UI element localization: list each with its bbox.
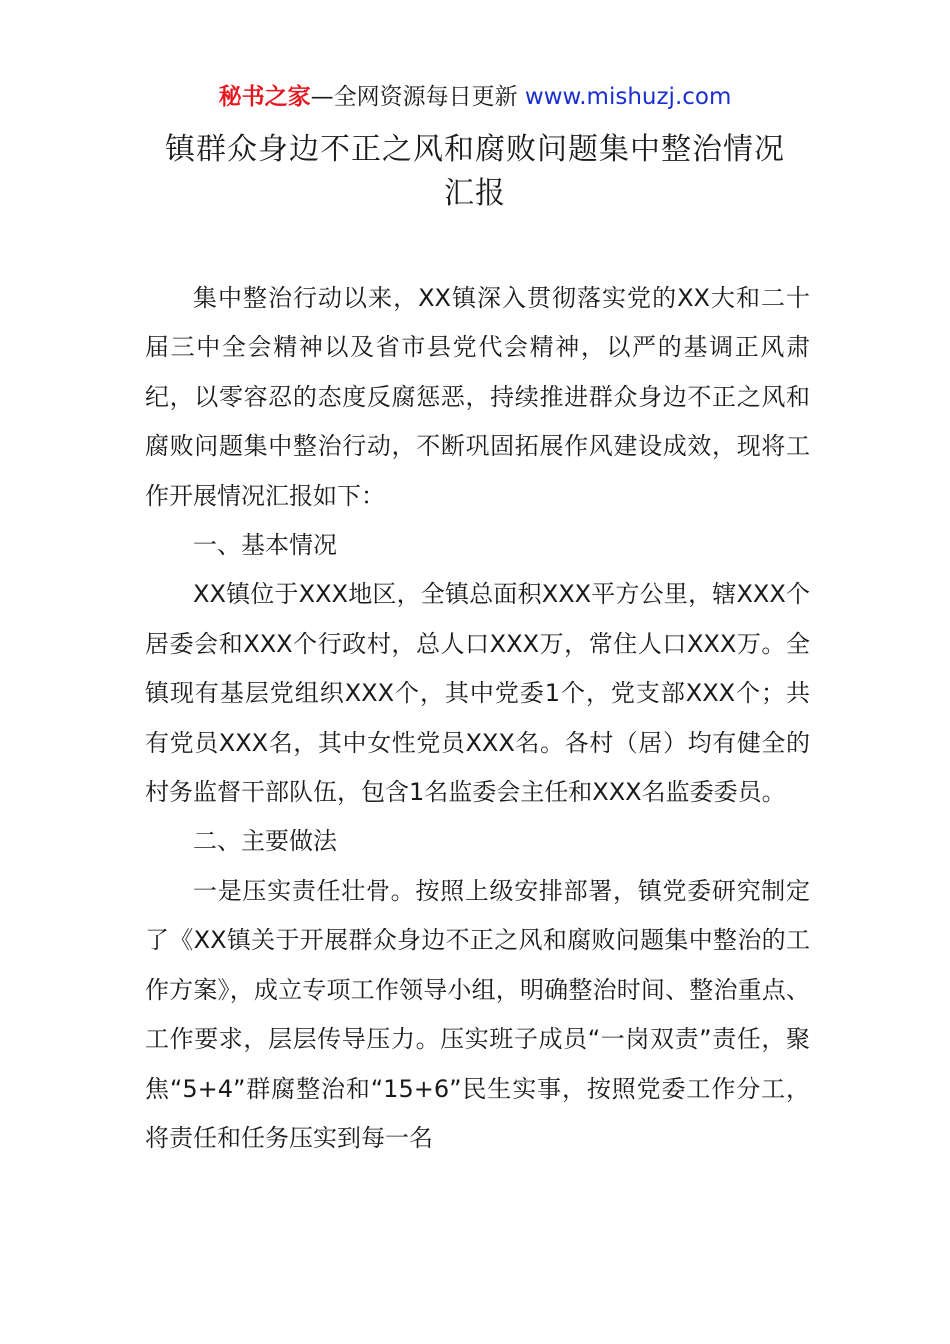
section-heading-main-practices: 二、主要做法 xyxy=(193,827,337,856)
site-url[interactable]: www.mishuzj.com xyxy=(524,84,732,110)
title-line-2: 汇报 xyxy=(444,176,506,211)
document-body xyxy=(145,274,810,1163)
section-heading-basic-situation: 一、基本情况 xyxy=(193,531,337,560)
header-slogan: —全网资源每日更新 xyxy=(310,84,518,110)
site-header xyxy=(0,82,950,112)
brand-name: 秘书之家 xyxy=(218,84,311,110)
intro-paragraph: 集中整治行动以来，XX镇深入贯彻落实党的XX大和二十届三中全会精神以及省市县党代会精神，以严的基调正风肃纪，以零容忍的态度反腐惩恶，持续推进群众身边不正之风和腐败问题集中整治行动，不断巩固拓展作风建设成效，现将工作开展情况汇报如下： xyxy=(145,284,810,510)
main-practices-paragraph: 一是压实责任壮骨。按照上级安排部署，镇党委研究制定了《XX镇关于开展群众身边不正之风和腐败问题集中整治的工作方案》，成立专项工作领导小组，明确整治时间、整治重点、工作要求，层层传导压力。压实班子成员“一岗双责”责任，聚焦“5+4”群腐整治和“15+6”民生实事，按照党委工作分工，将责任和任务压实到每一名 xyxy=(145,876,810,1152)
document-title xyxy=(100,128,850,216)
basic-situation-paragraph: XX镇位于XXX地区，全镇总面积XXX平方公里，辖XXX个居委会和XXX个行政村，总人口XXX万，常住人口XXX万。全镇现有基层党组织XXX个，其中党委1个，党支部XXX个；共有党员XXX名，其中女性党员XXX名。各村（居）均有健全的村务监督干部队伍，包含1名监委会主任和XXX名监委委员。 xyxy=(145,580,810,807)
title-line-1: 镇群众身边不正之风和腐败问题集中整治情况 xyxy=(165,132,785,167)
